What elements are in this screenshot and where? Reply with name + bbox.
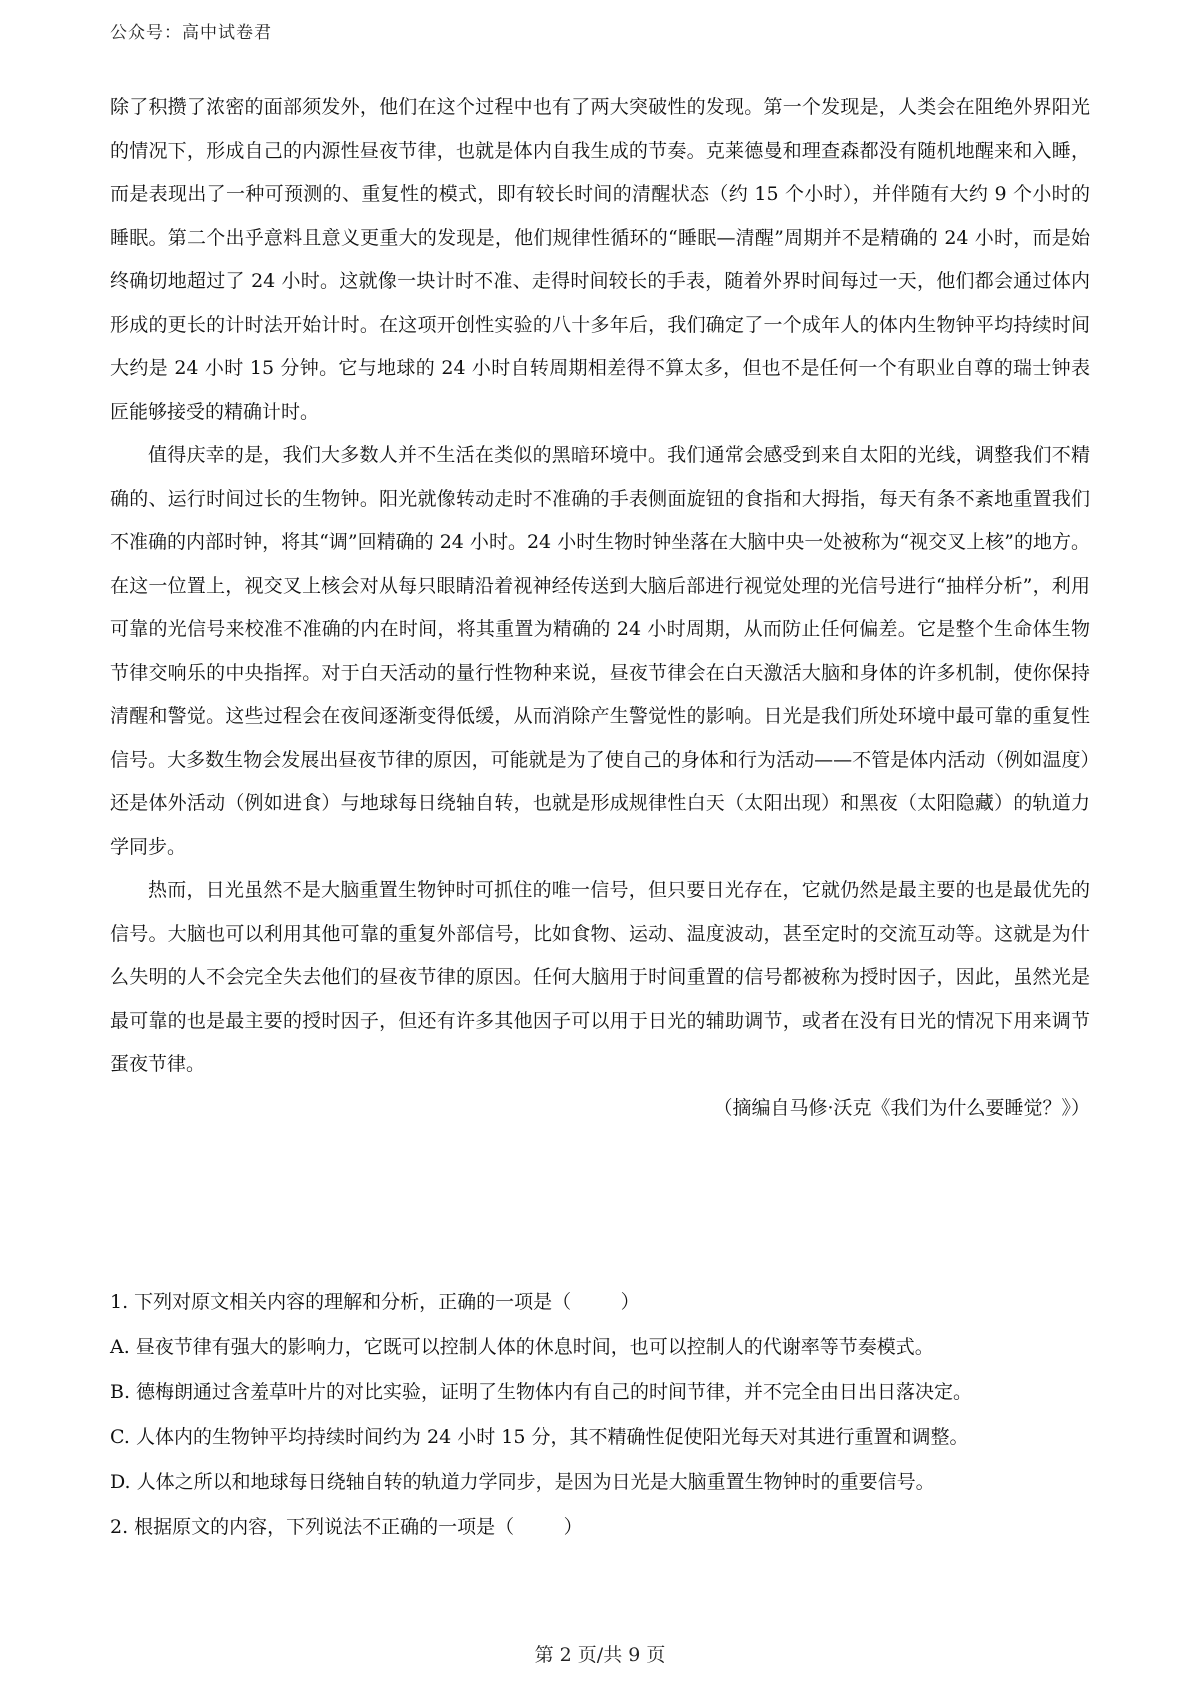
- question-1-option-c: C. 人体内的生物钟平均持续时间约为 24 小时 15 分，其不精确性促使阳光每天对其进行重置和调整。: [110, 1426, 969, 1448]
- question-2-stem-text: 2. 根据原文的内容，下列说法不正确的一项是（: [110, 1516, 515, 1538]
- passage-paragraph-1: 除了积攒了浓密的面部须发外，他们在这个过程中也有了两大突破性的发现。第一个发现是，人类会在阻绝外界阳光的情况下，形成自己的内源性昼夜节律，也就是体内自我生成的节奏。克莱德曼和理查森都没有随机地醒来和入睡，而是表现出了一种可预测的、重复性的模式，即有较长时间的清醒状态（约 15 个小时），并伴随有大约 9 个小时的睡眠。第二个出乎意料且意义更重大的发现是，他们规律性循环的“睡眠—清醒”周期并不是精确的 24 小时，而是始终确切地超过了 24 小时。这就像一块计时不准、走得时间较长的手表，随着外界时间每过一天，他们都会通过体内形成的更长的计时法开始计时。在这项开创性实验的八十多年后，我们确定了一个成年人的体内生物钟平均持续时间大约是 24 小时 15 分钟。它与地球的 24 小时自转周期相差得不算太多，但也不是任何一个有职业自尊的瑞士钟表匠能够接受的精确计时。: [110, 96, 1090, 423]
- passage: [110, 86, 1090, 1130]
- questions: [110, 1280, 1100, 1550]
- question-1-option-a: A. 昼夜节律有强大的影响力，它既可以控制人体的休息时间，也可以控制人的代谢率等节奏模式。: [110, 1336, 934, 1358]
- question-1-stem-close: ）: [620, 1291, 640, 1313]
- question-1-option-b: B. 德梅朗通过含羞草叶片的对比实验，证明了生物体内有自己的时间节律，并不完全由日出日落决定。: [110, 1381, 973, 1403]
- question-1-option-d: D. 人体之所以和地球每日绕轴自转的轨道力学同步，是因为日光是大脑重置生物钟时的重要信号。: [110, 1471, 935, 1493]
- page-number: 第 2 页/共 9 页: [534, 1644, 666, 1666]
- passage-paragraph-2: 值得庆幸的是，我们大多数人并不生活在类似的黑暗环境中。我们通常会感受到来自太阳的光线，调整我们不精确的、运行时间过长的生物钟。阳光就像转动走时不准确的手表侧面旋钮的食指和大拇指，每天有条不紊地重置我们不准确的内部时钟，将其“调”回精确的 24 小时。24 小时生物时钟坐落在大脑中央一处被称为“视交叉上核”的地方。在这一位置上，视交叉上核会对从每只眼睛沿着视神经传送到大脑后部进行视觉处理的光信号进行“抽样分析”，利用可靠的光信号来校准不准确的内在时间，将其重置为精确的 24 小时周期，从而防止任何偏差。它是整个生命体生物节律交响乐的中央指挥。对于白天活动的量行性物种来说，昼夜节律会在白天激活大脑和身体的许多机制，使你保持清醒和警觉。这些过程会在夜间逐渐变得低缓，从而消除产生警觉性的影响。日光是我们所处环境中最可靠的重复性信号。大多数生物会发展出昼夜节律的原因，可能就是为了使自己的身体和行为活动——不管是体内活动（例如温度）还是体外活动（例如进食）与地球每日绕轴自转，也就是形成规律性白天（太阳出现）和黑夜（太阳隐藏）的轨道力学同步。: [110, 444, 1090, 858]
- page-header: 公众号：高中试卷君: [110, 23, 272, 43]
- question-1-stem: [110, 1280, 1100, 1325]
- question-1-stem-text: 1. 下列对原文相关内容的理解和分析，正确的一项是（: [110, 1291, 572, 1313]
- passage-paragraph-3: 热而，日光虽然不是大脑重置生物钟时可抓住的唯一信号，但只要日光存在，它就仍然是最主要的也是最优先的信号。大脑也可以利用其他可靠的重复外部信号，比如食物、运动、温度波动，甚至定时的交流互动等。这就是为什么失明的人不会完全失去他们的昼夜节律的原因。任何大脑用于时间重置的信号都被称为授时因子，因此，虽然光是最可靠的也是最主要的授时因子，但还有许多其他因子可以用于日光的辅助调节，或者在没有日光的情况下用来调节蛋夜节律。: [110, 879, 1090, 1075]
- question-2-stem-close: ）: [563, 1516, 583, 1538]
- passage-source: （摘编自马修·沃克《我们为什么要睡觉？》）: [713, 1096, 1090, 1119]
- question-2-stem: [110, 1505, 1100, 1550]
